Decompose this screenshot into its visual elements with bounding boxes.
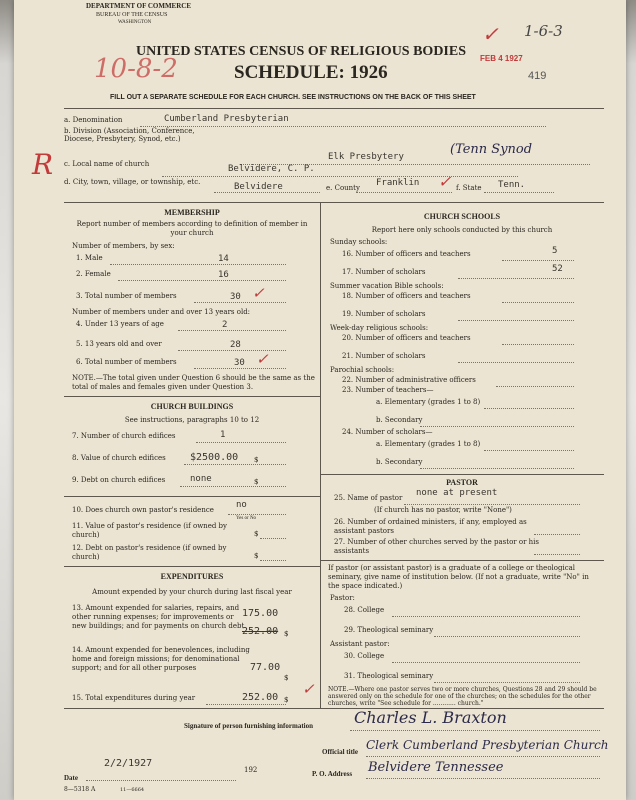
po-address-line (366, 778, 600, 779)
q14-value: 77.00 (250, 662, 281, 673)
city-label-field: d. City, town, village, or township, etc. (64, 178, 201, 186)
q31-line (434, 682, 580, 683)
q10-hint: Yes or No (236, 516, 257, 521)
denomination-value: Cumberland Presbyterian (164, 114, 289, 124)
q23a-line (484, 408, 574, 409)
q17-line (458, 278, 574, 279)
q22-label: 22. Number of administrative officers (342, 376, 476, 384)
q8-line (184, 464, 286, 465)
received-stamp-number: 419 (528, 70, 547, 82)
signature-value: Charles L. Braxton (354, 708, 507, 727)
local-name-value: Belvidere, C. P. (228, 164, 315, 174)
q4-label: 4. Under 13 years of age (76, 320, 164, 328)
q2-value: 16 (218, 270, 229, 280)
q2-label: 2. Female (76, 270, 111, 278)
denomination-label: a. Denomination (64, 116, 123, 124)
q21-line (458, 362, 574, 363)
q24-label: 24. Number of scholars— (342, 428, 433, 436)
q16-line (502, 260, 574, 261)
q9-dollar: $ (254, 478, 259, 486)
dept-label: DEPARTMENT OF COMMERCE (86, 2, 192, 10)
q10-label: 10. Does church own pastor's residence (72, 506, 214, 514)
bureau-label: BUREAU OF THE CENSUS (96, 12, 168, 18)
q7-value: 1 (220, 430, 226, 440)
pastor-top-rule (320, 474, 604, 475)
q29-label: 29. Theological seminary (344, 626, 434, 634)
signature-line (350, 730, 600, 731)
buildings-mid-rule (64, 496, 320, 497)
date-value: 2/2/1927 (104, 758, 153, 769)
print-number: 11—6664 (120, 787, 145, 793)
po-address-value: Belvidere Tennessee (368, 760, 504, 775)
q15-line (206, 704, 286, 705)
expenditures-sub: Amount expended by your church during last fiscal year (92, 588, 292, 596)
q20-label: 20. Number of officers and teachers (342, 334, 471, 342)
q28-line (392, 616, 580, 617)
q18-line (502, 302, 574, 303)
schools-sub: Report here only schools conducted by this church (371, 226, 553, 234)
q27-line (534, 554, 580, 555)
q23b-line (420, 426, 574, 427)
vacation-label: Summer vacation Bible schools: (330, 282, 444, 290)
membership-note: NOTE.—The total given under Question 6 should be the same as the total of males and females given under Question 3. (72, 374, 315, 391)
q1-line (110, 264, 286, 265)
q11-dollar: $ (254, 530, 259, 538)
q12-line (260, 560, 286, 561)
q10-line (228, 514, 286, 515)
q9-line (180, 486, 286, 487)
city-value: Belvidere (234, 182, 283, 192)
county-value: Franklin (376, 178, 420, 188)
q1-label: 1. Male (76, 254, 103, 262)
q13-value: 175.00 (242, 608, 279, 619)
q12-label: 12. Debt on pastor's residence (if owned by church) (72, 544, 227, 561)
membership-intro: Report number of members according to definition of member in your church (76, 220, 308, 237)
q6-label: 6. Total number of members (76, 358, 177, 366)
q3-line (194, 302, 286, 303)
q5-label: 5. 13 years old and over (76, 340, 162, 348)
q20-line (502, 344, 574, 345)
q30-label: 30. College (344, 652, 385, 660)
q28-label: 28. College (344, 606, 385, 614)
received-stamp-date: FEB 4 1927 (480, 54, 523, 63)
expenditures-top-rule (64, 566, 320, 567)
q8-value: $2500.00 (190, 452, 239, 463)
q8-label: 8. Value of church edifices (72, 454, 166, 462)
q7-label: 7. Number of church edifices (72, 432, 176, 440)
census-schedule-sheet (14, 0, 626, 800)
q23-label: 23. Number of teachers— (342, 386, 434, 394)
q5-line (178, 350, 286, 351)
q3-value: 30 (230, 292, 241, 302)
age-intro-label: Number of members under and over 13 years old: (72, 308, 251, 316)
asst-pastor-label: Assistant pastor: (330, 640, 390, 648)
q15-value: 252.00 (242, 692, 279, 703)
q4-value: 2 (222, 320, 228, 330)
by-sex-label: Number of members, by sex: (72, 242, 175, 250)
red-r-mark: R (32, 148, 54, 181)
q21-label: 21. Number of scholars (342, 352, 426, 360)
official-title-line (366, 756, 600, 757)
q29-line (434, 636, 580, 637)
q13-dollar: $ (284, 630, 289, 638)
red-file-number: 10-8-2 (94, 54, 178, 84)
official-title-value: Clerk Cumberland Presbyterian Church (366, 738, 609, 752)
q24b-line (420, 468, 574, 469)
q19-label: 19. Number of scholars (342, 310, 426, 318)
q11-label: 11. Value of pastor's residence (if owned by church) (72, 522, 227, 539)
red-q15-check: ✓ (302, 680, 315, 698)
q15-dollar: $ (284, 696, 289, 704)
q10-value: no (236, 500, 247, 510)
q14-label: 14. Amount expended for benevolences, including home and foreign missions; for denominational support; and for all other purposes (72, 646, 250, 672)
state-value: Tenn. (498, 180, 526, 190)
city-line (214, 192, 320, 193)
q6-line (194, 368, 286, 369)
pastor-label: Pastor: (330, 594, 355, 602)
expenditures-heading: EXPENDITURES (160, 572, 224, 581)
q25-line (404, 504, 580, 505)
column-divider (320, 202, 321, 708)
q2-line (118, 280, 286, 281)
header-divider (64, 108, 604, 109)
q16-label: 16. Number of officers and teachers (342, 250, 471, 258)
q17-label: 17. Number of scholars (342, 268, 426, 276)
q18-label: 18. Number of officers and teachers (342, 292, 471, 300)
membership-heading: MEMBERSHIP (164, 208, 220, 217)
q1-value: 14 (218, 254, 229, 264)
q24a-label: a. Elementary (grades 1 to 8) (376, 440, 481, 448)
q9-value: none (190, 474, 212, 484)
q24a-line (484, 450, 574, 451)
q23a-label: a. Elementary (grades 1 to 8) (376, 398, 481, 406)
q14-dollar: $ (284, 674, 289, 682)
education-top-rule (320, 560, 604, 561)
weekday-label: Week-day religious schools: (330, 324, 429, 332)
q25-hint: (If church has no pastor, write "None") (374, 506, 512, 514)
q30-line (392, 662, 580, 663)
signature-label: Signature of person furnishing information (184, 722, 313, 730)
q3-label: 3. Total number of members (76, 292, 177, 300)
education-instruction: If pastor (or assistant pastor) is a graduate of a college or theological seminary, give name of institution below. (If not a graduate, write "No" in the space indicated.) (328, 564, 589, 590)
buildings-sub: See instructions, paragraphs 10 to 12 (124, 416, 260, 424)
form-number: 8—5318 A (64, 786, 96, 793)
section-bottom-rule (64, 708, 604, 709)
q22-line (496, 386, 574, 387)
q11-line (260, 538, 286, 539)
q27-label: 27. Number of other churches served by the pastor or his assistants (334, 538, 539, 555)
date-year-suffix: 192 (244, 766, 258, 774)
red-check-mark: ✓ (482, 22, 499, 46)
pastor-note: NOTE.—Where one pastor serves two or more churches, Questions 28 and 29 should be answered only on the schedule for one of the churches; on the schedules for the other churches, write "See schedule for ............ church." (328, 686, 597, 707)
q9-label: 9. Debt on church edifices (72, 476, 166, 484)
q13-struck-value: 252.00 (242, 626, 279, 637)
state-line (484, 192, 554, 193)
q19-line (458, 320, 574, 321)
pastor-heading: PASTOR (446, 478, 478, 487)
red-q6-check: ✓ (256, 350, 269, 368)
q12-dollar: $ (254, 552, 259, 560)
q17-value: 52 (552, 264, 563, 274)
local-name-label: c. Local name of church (64, 160, 150, 168)
form-title: UNITED STATES CENSUS OF RELIGIOUS BODIES (136, 44, 467, 59)
q25-value: none at present (416, 488, 498, 498)
county-label: e. County (326, 184, 360, 192)
buildings-heading: CHURCH BUILDINGS (150, 402, 234, 411)
q26-label: 26. Number of ordained ministers, if any, employed as assistant pastors (334, 518, 527, 535)
city-label: WASHINGTON (118, 20, 152, 25)
division-label: b. Division (Association, Conference, Diocese, Presbytery, Synod, etc.) (64, 127, 195, 143)
buildings-top-rule (64, 396, 320, 397)
parochial-label: Parochial schools: (330, 366, 395, 374)
q7-line (196, 442, 286, 443)
separate-schedule-instruction: FILL OUT A SEPARATE SCHEDULE FOR EACH CHURCH. SEE INSTRUCTIONS ON THE BACK OF THIS SHEET (110, 94, 476, 101)
schedule-title: SCHEDULE: 1926 (234, 62, 388, 83)
section-top-rule (64, 202, 604, 203)
q5-value: 28 (230, 340, 241, 350)
q31-label: 31. Theological seminary (344, 672, 434, 680)
state-label: f. State (456, 184, 482, 192)
q24b-label: b. Secondary (376, 458, 423, 466)
official-title-label: Official title (322, 748, 358, 756)
q25-label: 25. Name of pastor (334, 494, 403, 502)
division-value: Elk Presbytery (328, 152, 404, 162)
red-q3-check: ✓ (252, 284, 265, 302)
q23b-label: b. Secondary (376, 416, 423, 424)
division-handwritten: (Tenn Synod (450, 142, 533, 157)
q16-value: 5 (552, 246, 558, 256)
q8-dollar: $ (254, 456, 259, 464)
schools-heading: CHURCH SCHOOLS (423, 212, 501, 221)
q13-label: 13. Amount expended for salaries, repairs, and other running expenses; for improvements or new buildings; and for payments on church debt (72, 604, 245, 630)
county-line (356, 192, 452, 193)
po-address-label: P. O. Address (312, 770, 353, 778)
date-label: Date (64, 774, 78, 782)
q15-label: 15. Total expenditures during year (72, 694, 196, 702)
top-right-note: 1-6-3 (524, 22, 563, 40)
local-name-line (162, 176, 518, 177)
q26-line (534, 534, 580, 535)
q4-line (178, 330, 286, 331)
sunday-label: Sunday schools: (330, 238, 388, 246)
red-county-check: ✓ (438, 172, 452, 191)
date-line (86, 780, 236, 781)
q6-value: 30 (234, 358, 245, 368)
